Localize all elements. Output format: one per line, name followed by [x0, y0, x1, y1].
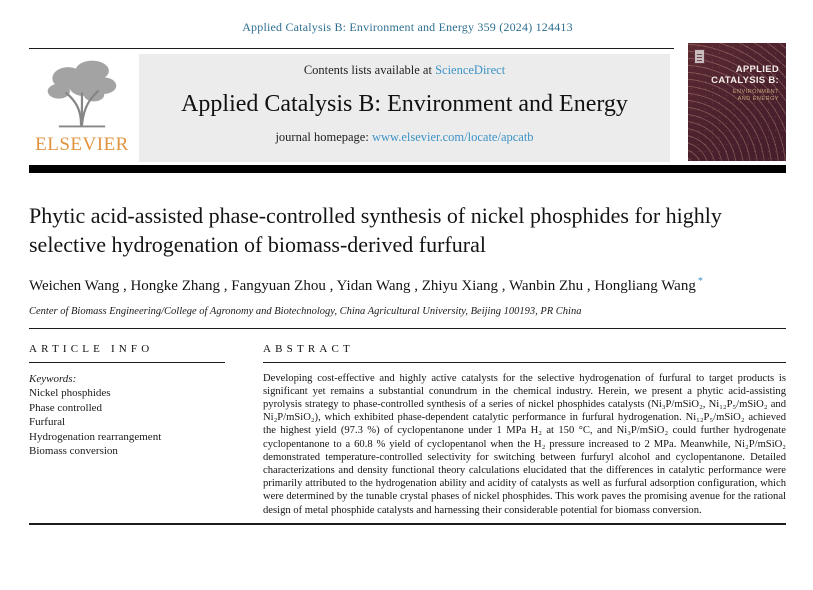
elsevier-logo-block: [29, 54, 135, 162]
author-name: Yidan Wang ,: [337, 278, 418, 294]
affiliation: Center of Biomass Engineering/College of Agronomy and Biotechnology, China Agricultural University, Beijing 100193, PR China: [29, 305, 582, 317]
page-citation: Applied Catalysis B: Environment and Energy 359 (2024) 124413: [242, 20, 573, 34]
author-name: Fangyuan Zhou ,: [231, 278, 333, 294]
journal-banner: [139, 54, 670, 162]
journal-cover-thumbnail: [688, 43, 786, 161]
info-abstract-columns: [29, 329, 786, 517]
article-info-rule: [29, 362, 225, 363]
bottom-rule: [29, 523, 786, 525]
article-title: Phytic acid-assisted phase-controlled synthesis of nickel phosphides for highly selective hydrogenation of biomass-derived furfural: [29, 203, 722, 258]
author-name: Hongke Zhang ,: [130, 278, 227, 294]
homepage-line: [139, 130, 670, 145]
citation-rule: [29, 48, 674, 49]
journal-title: Applied Catalysis B: Environment and Energy: [181, 91, 628, 117]
keyword-item: Biomass conversion: [29, 445, 118, 458]
keywords-block: [29, 372, 225, 459]
article-info-heading: ARTICLE INFO: [29, 342, 154, 355]
abstract-text: Developing cost-effective and highly active catalysts for the selective hydrogenation of furfural to target products is significant yet remains a substantial conundrum in the chemical industry. Herein, we present a phytic acid-assisting pyrolysis strategy to phase-controlled synthesis of a series of nickel phosphides catalysts (Ni₃P/mSiO₂, Ni₁₂P₅/mSiO₂ and Ni₂P/mSiO₂), which exhibited phase-dependent catalytic performance in furfural hydrogenation. Ni₁₂P₅/mSiO₂ achieved the highest yield (97.3 %) of cyclopentanone under 1 MPa H₂ at 150 °C, and Ni₃P/mSiO₂ could further hydrogenate cyclopentanone to a 60.8 % yield of cyclopentanol when the H₂ pressure increased to 2 MPa. Meanwhile, Ni₂P/mSiO₂ demonstrated temperature-controlled selectivity for switching between furfuryl alcohol and cyclopentanone. Detailed characterizations and density functional theory calculations elucidated that the differences in catalytic performance were primarily attributed to the hydrogenation ability and acidity of catalysts as well as furfural adsorption configuration, which were determined by the tunable crystal phases of nickel phosphides. This work paves the promising avenue for the rational design of metal phosphide catalysts and harnessing their considerable potential for biomass conversion.: [263, 372, 786, 516]
keyword-item: Nickel phosphides: [29, 387, 111, 400]
keyword-item: Furfural: [29, 416, 66, 429]
cover-title: APPLIED CATALYSIS B:: [711, 64, 779, 86]
author-list: [29, 274, 779, 298]
keyword-item: Phase controlled: [29, 401, 103, 414]
corresponding-author-marker[interactable]: *: [697, 276, 703, 288]
journal-header: [29, 54, 786, 162]
article-info-section: [29, 343, 225, 517]
abstract-heading: ABSTRACT: [263, 342, 354, 355]
elsevier-wordmark: ELSEVIER: [35, 134, 129, 155]
contents-line: [139, 63, 670, 78]
author-name: Hongliang Wang: [594, 278, 696, 295]
keywords-label: Keywords:: [29, 372, 77, 385]
abstract-section: [263, 343, 786, 517]
author-name: Weichen Wang ,: [29, 278, 127, 294]
sciencedirect-link[interactable]: ScienceDirect: [435, 63, 506, 77]
cover-elsevier-emblem-icon: [694, 49, 705, 64]
homepage-link[interactable]: www.elsevier.com/locate/apcatb: [371, 130, 534, 144]
header-divider-bar: [29, 165, 786, 173]
author-name: Wanbin Zhu ,: [509, 278, 591, 294]
cover-subtitle: ENVIRONMENT AND ENERGY: [732, 89, 779, 103]
abstract-rule: [263, 362, 786, 363]
author-name: Zhiyu Xiang ,: [422, 278, 506, 294]
homepage-prefix: journal homepage:: [275, 130, 372, 144]
contents-prefix: Contents lists available at: [303, 63, 436, 77]
elsevier-tree-icon: [40, 56, 124, 132]
keyword-item: Hydrogenation rearrangement: [29, 430, 162, 443]
